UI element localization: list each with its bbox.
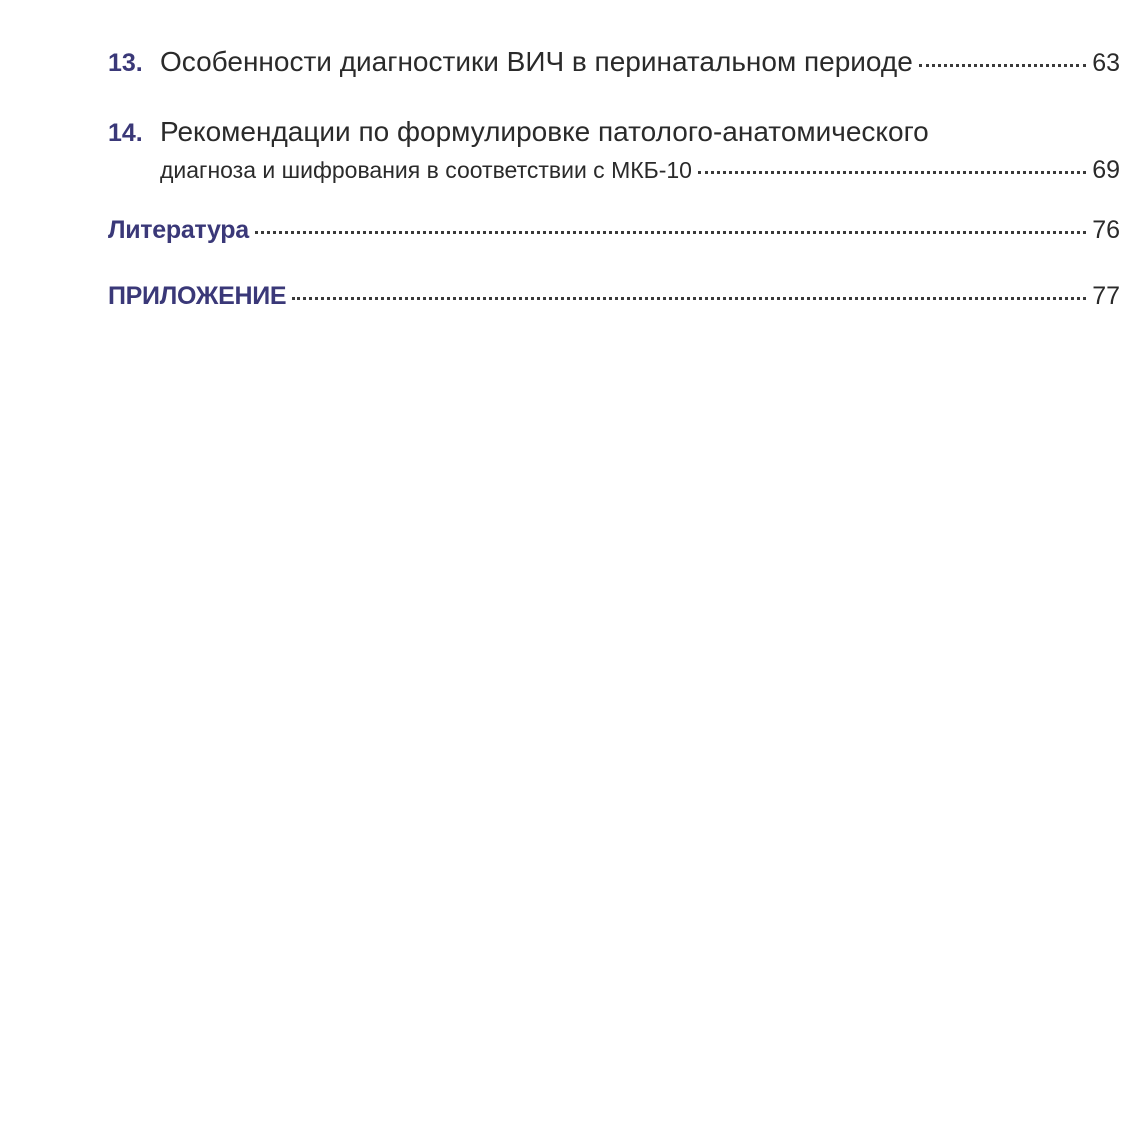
- toc-entry-14: [108, 116, 1120, 185]
- dot-leader: [255, 231, 1086, 234]
- toc-section-title: ПРИЛОЖЕНИЕ: [108, 282, 287, 310]
- dot-leader: [292, 297, 1086, 300]
- toc-entry-line: [108, 216, 1120, 245]
- toc-entry-line: [108, 282, 1120, 311]
- toc-entry-line: [108, 156, 1120, 185]
- toc-section-title: Литература: [108, 216, 249, 244]
- toc-entry-page: 69: [1092, 156, 1120, 184]
- dot-leader: [698, 171, 1086, 174]
- toc-entry-title-line2: диагноза и шифрования в соответствии с МКБ-10: [160, 157, 692, 183]
- toc-entry-page: 77: [1092, 282, 1120, 310]
- toc-entry-line: [108, 116, 1120, 148]
- toc-entry-page: 76: [1092, 216, 1120, 244]
- toc-entry-13: [108, 46, 1120, 78]
- toc-entry-title-line1: Рекомендации по формулировке патолого-анатомического: [160, 116, 929, 147]
- toc-entry-title: Особенности диагностики ВИЧ в перинатальном периоде: [160, 46, 913, 77]
- dot-leader: [919, 64, 1086, 67]
- toc-entry-appendix: [108, 282, 1120, 311]
- toc-entry-literature: [108, 216, 1120, 245]
- toc-entry-number: 14.: [108, 119, 143, 147]
- toc-entry-number: 13.: [108, 49, 143, 77]
- toc-entry-page: 63: [1092, 49, 1120, 77]
- toc-entry-line: [108, 46, 1120, 78]
